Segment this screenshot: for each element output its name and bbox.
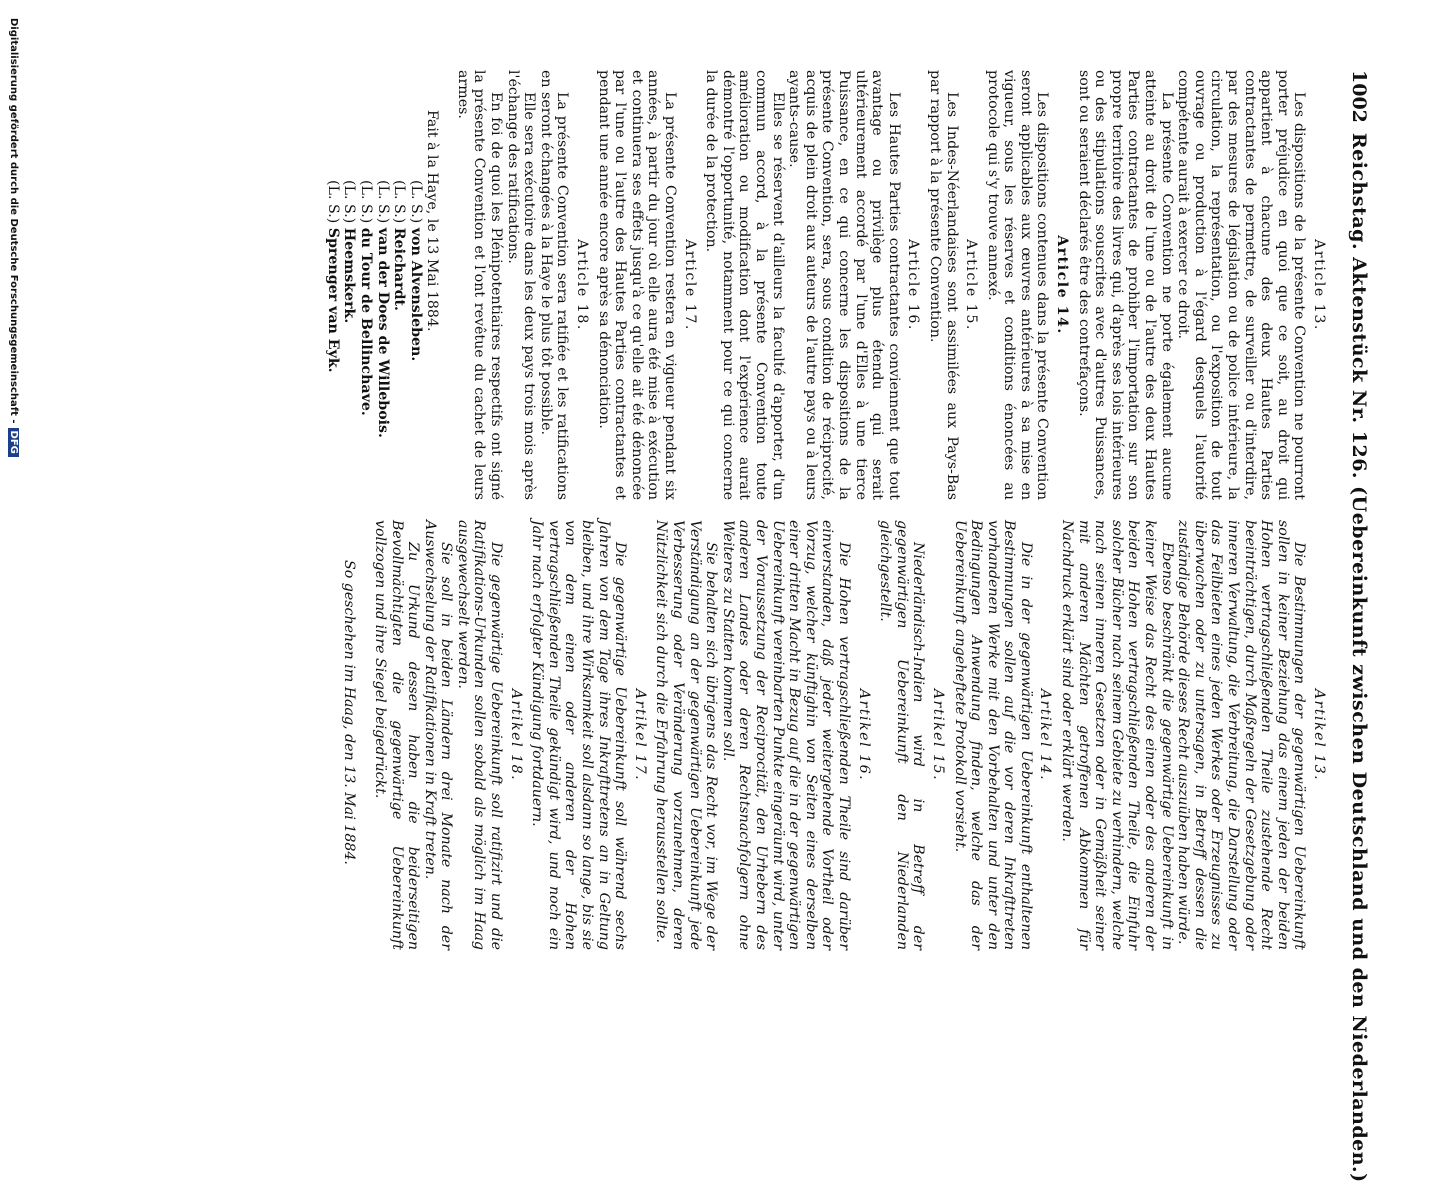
page-number: 1002 [1348, 70, 1370, 123]
article-heading: Article 15. [963, 239, 980, 331]
article-heading: Artikel 13. [1311, 688, 1327, 782]
article-heading: Artikel 14. [1037, 688, 1054, 782]
seal-mark: (L. S.) [341, 180, 358, 224]
paragraph: La présente Convention sera ratifiée et les ratifications en seront échangées à la Haye le plus tôt possible. [537, 70, 571, 500]
signatory-name: Heemskerk. [341, 227, 358, 324]
seal-mark: (L. S.) [374, 180, 391, 224]
article-heading: Article 16. [905, 239, 922, 331]
french-column [324, 70, 1332, 500]
paragraph: Die Bestimmungen der gegenwärtigen Uebereinkunft sollen in keiner Beziehung das einem jeden der beiden Hohen vertragschließenden Theile zustehende Recht beeinträchtigen, durch Maßregeln der Gesetzgebung oder inneren Verwaltung, die Verbreitung, die Darstellung oder das Feilbieten eines jeden Werkes oder Erzeugnisses zu überwachen oder zu untersagen, in Betreff dessen die zuständige Behörde dieses Recht auszuüben haben würde. [1175, 520, 1308, 950]
signatory-name: Reichardt. [391, 227, 408, 311]
signature-line [407, 180, 424, 500]
article-heading: Article 14. [1054, 235, 1071, 335]
paragraph: Elles se réservent d'ailleurs la faculté d'apporter, d'un commun accord, à la présente Convention toute amélioration ou modification dont l'expérience aurait démontré l'opportunité, notamment pour ce qui concerne la durée de la protection. [703, 70, 786, 500]
paragraph: Die gegenwärtige Uebereinkunft soll während sechs Jahren von dem Tage ihres Inkrafttretens an in Geltung bleiben, und ihre Wirksamkeit soll alsdann so lange, bis sie von dem einen oder anderen der Hohen vertragschließenden Theile gekündigt wird, und noch ein Jahr nach erfolgter Kündigung fortdauern. [529, 520, 629, 950]
place-and-date: Fait à la Haye, le 13 Mai 1884. [424, 110, 441, 332]
paragraph: Sie soll in beiden Ländern drei Monate nach der Auswechselung der Ratifikationen in Kraft treten. [421, 520, 455, 950]
paragraph: Les Hautes Parties contractantes conviennent que tout avantage ou privilège plus étendu qui serait ultérieurement accordé par l'une d'Elles à une tierce Puissance, en ce qui concerne les dispositions de la présente Convention, sera, sous condition de réciprocité, acquis de plein droit aux auteurs de l'autre pays ou à leurs ayants-cause. [786, 70, 902, 500]
paragraph: Zu Urkund dessen haben die beiderseitigen Bevollmächtigten die gegenwärtige Uebereinkunft vollzogen und ihre Siegel beigedrückt. [371, 520, 422, 950]
dfg-logo: DFG [8, 428, 19, 457]
article-heading: Article 17. [681, 239, 698, 331]
signature-line [357, 180, 374, 500]
signature-line [374, 180, 391, 500]
german-column [341, 520, 1332, 950]
paragraph: La présente Convention ne porte également aucune atteinte au droit de l'une ou de l'autre des deux Hautes Parties contractantes de prohiber l'importation sur son propre territoire des livres qui, d'après ses lois intérieures ou des stipulations souscrites avec d'autres Puissances, sont ou seraient déclarés être des contrefaçons. [1075, 70, 1175, 500]
credit-text: Digitalisierung gefördert durch die Deutsche Forschungsgemeinschaft - [8, 18, 19, 424]
paragraph: En foi de quoi les Plénipotentiaires respectifs ont signé la présente Convention et l'ont revêtue du cachet de leurs armes. [454, 70, 505, 500]
paragraph: Les dispositions de la présente Convention ne pourront porter préjudice en quoi que ce soit, au droit qui appartient à chacune des deux Hautes Parties contractantes de permettre, de surveiller ou d'interdire, par des mesures de législation ou de police intérieure, la circulation, la représentation, ou l'exposition de tout ouvrage ou production à l'égard desquels l'autorité compétente aurait à exercer ce droit. [1175, 70, 1308, 500]
seal-mark: (L. S.) [407, 180, 424, 224]
signature-line [324, 180, 341, 500]
paragraph: Die Hohen vertragschließenden Theile sind darüber einverstanden, daß jeder weitergehende Vortheil oder Vorzug, welcher künftighin von Seiten eines derselben einer dritten Macht in Bezug auf die in der gegenwärtigen Uebereinkunft vereinbarten Punkte eingeräumt wird, unter der Voraussetzung der Reciprocität, den Urhebern des anderen Landes oder deren Rechtsnachfolgern ohne Weiteres zu Statten kommen soll. [719, 520, 852, 950]
signatory-name: van der Does de Willebois. [374, 227, 391, 438]
paragraph: La présente Convention restera en vigueur pendant six années, à partir du jour où elle aura été mise à exécution et continuera ses effets jusqu'à ce qu'elle ait été dénoncée par l'une ou l'autre des Hautes Parties contractantes et pendant une année encore après sa dénonciation. [595, 70, 679, 500]
article-heading: Artikel 18. [507, 688, 524, 782]
signature-block [324, 180, 424, 500]
seal-mark: (L. S.) [391, 180, 408, 224]
paragraph: Sie behalten sich übrigens das Recht vor, im Wege der Verständigung an der gegenwärtigen Uebereinkunft jede Verbesserung oder Veränderung vorzunehmen, deren Nützlichkeit sich durch die Erfahrung herausstellen sollte. [653, 520, 720, 950]
signature-line [341, 180, 358, 500]
article-heading: Article 18. [574, 239, 591, 331]
paragraph: Ebenso beschränkt die gegenwärtige Uebereinkunft in keiner Weise das Recht des einen oder des anderen der beiden Hohen vertragschließenden Theile, die Einfuhr solcher Bücher nach seinem Gebiete zu verhindern, welche nach seinen inneren Gesetzen oder in Gemäßheit seiner mit anderen Mächten getroffenen Abkommen für Nachdruck erklärt sind oder erklärt werden. [1059, 520, 1175, 950]
signatory-name: von Alvensleben. [407, 227, 424, 362]
article-heading: Artikel 16. [855, 688, 872, 782]
paragraph: Les Indes-Néerlandaises sont assimilées aux Pays-Bas par rapport à la présente Convention. [926, 70, 960, 500]
digitization-credit [8, 0, 19, 1018]
paragraph: Les dispositions contenues dans la présente Convention seront applicables aux œuvres antérieures à sa mise en vigueur, sous les réserves et conditions énoncées au protocole qui s'y trouve annexé. [984, 70, 1051, 500]
signature-line [391, 180, 408, 500]
article-heading: Artikel 17. [631, 688, 648, 782]
page-title: Reichstag. Aktenstück Nr. 126. (Uebereinkunft zwischen Deutschland und den Niederlanden.) [1348, 132, 1370, 1183]
seal-mark: (L. S.) [357, 180, 374, 224]
paragraph: Elle sera exécutoire dans les deux pays trois mois après l'échange des ratifications. [504, 70, 538, 500]
paragraph: Die in der gegenwärtigen Uebereinkunft enthaltenen Bestimmungen sollen auf die vor deren Inkrafttreten vorhandenen Werke mit den Vorbehalten und unter den Bedingungen Anwendung finden, welche das der Uebereinkunft angeheftete Protokoll vorsieht. [951, 520, 1034, 950]
signatory-name: Sprenger van Eyk. [324, 227, 341, 373]
place-and-date: So geschehen im Haag, den 13. Mai 1884. [341, 560, 358, 865]
paragraph: Die gegenwärtige Uebereinkunft soll ratifizirt und die Ratifikations-Urkunden sollen sobald als möglich im Haag ausgewechselt werden. [454, 520, 505, 950]
article-heading: Article 13. [1311, 239, 1327, 331]
paragraph: Niederländisch-Indien wird in Betreff der gegenwärtigen Uebereinkunft den Niederlanden gleichgestellt. [877, 520, 927, 950]
article-heading: Artikel 15. [929, 688, 946, 782]
signatory-name: du Tour de Bellinchave. [357, 227, 374, 416]
page-header [1348, 70, 1370, 1183]
seal-mark: (L. S.) [324, 180, 341, 224]
